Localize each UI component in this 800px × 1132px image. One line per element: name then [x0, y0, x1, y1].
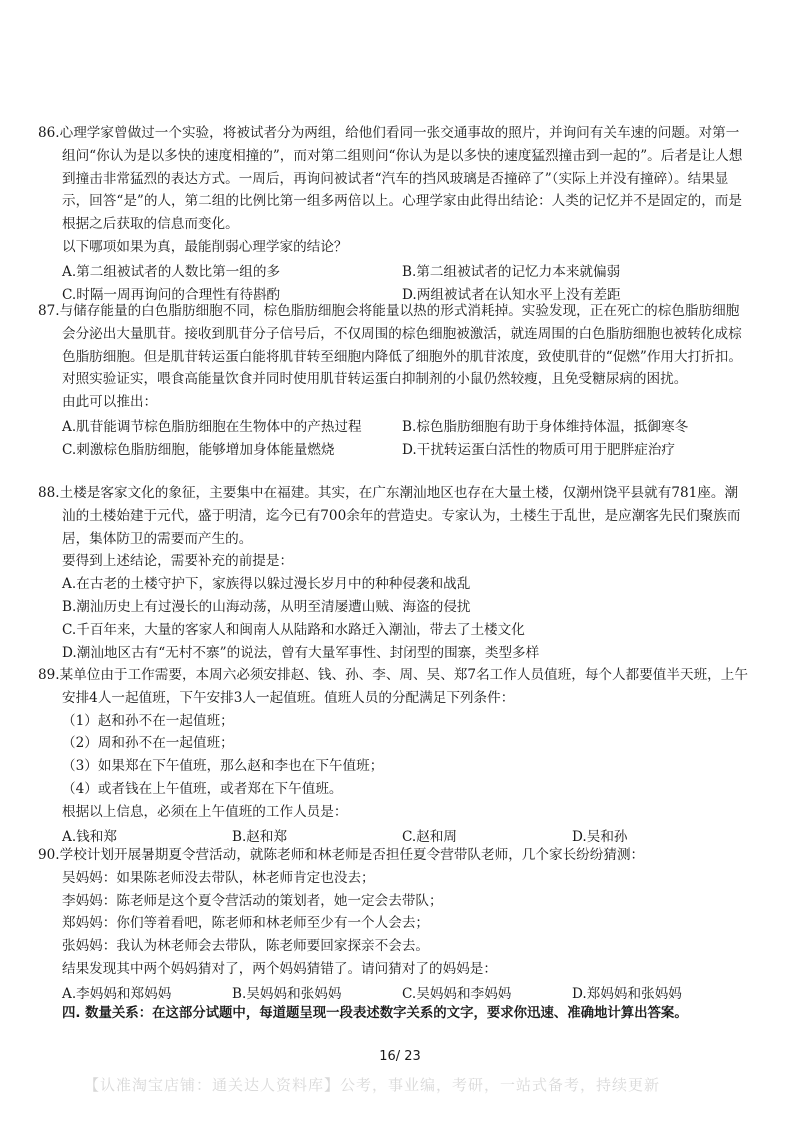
question-prompt: 要得到上述结论，需要补充的前提是：	[62, 553, 294, 570]
section-heading: 四. 数量关系：在这部分试题中，每道题呈现一段表述数字关系的文字，要求你迅速、准确地计算出答案。	[62, 1006, 688, 1021]
question-89	[38, 664, 750, 848]
question-88	[38, 482, 750, 664]
option-d: D.郑妈妈和张妈妈	[572, 985, 682, 1002]
option-c: C.千百年来，大量的客家人和闽南人从陆路和水路迁入潮汕，带去了土楼文化	[62, 621, 525, 638]
statement-zhang: 张妈妈：我认为林老师会去带队，陈老师要回家探亲不会去。	[62, 938, 430, 955]
option-c: C.刺激棕色脂肪细胞，能够增加身体能量燃烧	[62, 441, 335, 458]
question-90	[38, 844, 750, 1006]
option-b: B.棕色脂肪细胞有助于身体维持体温，抵御寒冬	[402, 418, 689, 435]
option-b: B.赵和郑	[232, 828, 288, 845]
condition-4: （4）或者钱在上午值班，或者郑在下午值班。	[62, 780, 343, 797]
watermark: 【认准淘宝店铺：通关达人资料库】公考，事业编，考研，一站式备考，持续更新	[84, 1076, 661, 1094]
condition-2: （2）周和孙不在一起值班；	[62, 735, 234, 752]
condition-1: （1）赵和孙不在一起值班；	[62, 712, 234, 729]
option-a: A.李妈妈和郑妈妈	[62, 985, 172, 1002]
page-number: 16/ 23	[379, 1049, 421, 1064]
option-c: C.赵和周	[402, 828, 458, 845]
question-prompt: 以下哪项如果为真，最能削弱心理学家的结论？	[62, 238, 348, 255]
question-stem: 87.与储存能量的白色脂肪细胞不同，棕色脂肪细胞会将能量以热的形式消耗掉。实验发现，正在死亡的棕色脂肪细胞会分泌出大量肌苷。接收到肌苷分子信号后，不仅周围的棕色细胞被激活，就连周围的白色脂肪细胞也被转化成棕色脂肪细胞。但是肌苷转运蛋白能将肌苷转至细胞内降低了细胞外的肌苷浓度，致使肌苷的“促燃”作用大打折扣。对照实验证实，喂食高能量饮食并同时使用肌苷转运蛋白抑制剂的小鼠仍然较瘦，且免受糖尿病的困扰。	[38, 303, 742, 388]
option-b: B.潮汕历史上有过漫长的山海动荡，从明至清屡遭山贼、海盗的侵扰	[62, 598, 471, 615]
option-d: D.干扰转运蛋白活性的物质可用于肥胖症治疗	[402, 441, 676, 458]
option-b: B.吴妈妈和张妈妈	[232, 985, 342, 1002]
question-stem: 89.某单位由于工作需要，本周六必须安排赵、钱、孙、李、周、吴、郑7名工作人员值班，每个人都要值半天班，上午安排4人一起值班，下午安排3人一起值班。值班人员的分配满足下列条件：	[38, 667, 748, 706]
statement-zheng: 郑妈妈：你们等着看吧，陈老师和林老师至少有一个人会去；	[62, 915, 430, 932]
option-d: D.吴和孙	[572, 828, 628, 845]
question-stem: 90.学校计划开展暑期夏令营活动，就陈老师和林老师是否担任夏令营带队老师，几个家长纷纷猜测：	[38, 847, 645, 863]
question-stem: 88.土楼是客家文化的象征，主要集中在福建。其实，在广东潮汕地区也存在大量土楼，仅潮州饶平县就有781座。潮汕的土楼始建于元代，盛于明清，迄今已有700余年的营造史。专家认为，土楼生于乱世，是应潮客先民们聚族而居，集体防卫的需要而产生的。	[38, 485, 741, 547]
question-stem: 86.心理学家曾做过一个实验，将被试者分为两组，给他们看同一张交通事故的照片，并询问有关车速的问题。对第一组问“你认为是以多快的速度相撞的”，而对第二组则问“你认为是以多快的速度猛烈撞击到一起的”。后者是让人想到撞击非常猛烈的表达方式。一周后，再询问被试者“汽车的挡风玻璃是否撞碎了”（实际上并没有撞碎）。结果显示，回答“是”的人，第二组的比例比第一组多两倍以上。心理学家由此得出结论：人类的记忆并不是固定的，而是根据之后获取的信息而变化。	[38, 125, 743, 233]
option-c: C.吴妈妈和李妈妈	[402, 985, 512, 1002]
question-prompt: 根据以上信息，必须在上午值班的工作人员是：	[62, 803, 348, 820]
option-a: A.钱和郑	[62, 828, 117, 845]
option-a: A.肌苷能调节棕色脂肪细胞在生物体中的产热过程	[62, 418, 362, 435]
question-86	[38, 122, 750, 306]
condition-3: （3）如果郑在下午值班，那么赵和李也在下午值班；	[62, 758, 384, 775]
option-c: C.时隔一周再询问的合理性有待斟酌	[62, 286, 281, 303]
option-b: B.第二组被试者的记忆力本来就偏弱	[402, 263, 621, 280]
question-prompt: 结果发现其中两个妈妈猜对了，两个妈妈猜错了。请问猜对了的妈妈是：	[62, 960, 497, 977]
options	[38, 416, 750, 462]
statement-wu: 吴妈妈：如果陈老师没去带队，林老师肯定也没去；	[62, 869, 375, 886]
option-a: A.第二组被试者的人数比第一组的多	[62, 263, 281, 280]
option-d: D.潮汕地区古有“无村不寨”的说法，曾有大量军事性、封闭型的围寨，类型多样	[62, 644, 540, 661]
option-d: D.两组被试者在认知水平上没有差距	[402, 286, 621, 303]
option-a: A.在古老的土楼守护下，家族得以躲过漫长岁月中的种种侵袭和战乱	[62, 576, 471, 593]
statement-li: 李妈妈：陈老师是这个夏令营活动的策划者，她一定会去带队；	[62, 892, 443, 909]
question-prompt: 由此可以推出：	[62, 394, 158, 411]
question-87	[38, 300, 750, 462]
